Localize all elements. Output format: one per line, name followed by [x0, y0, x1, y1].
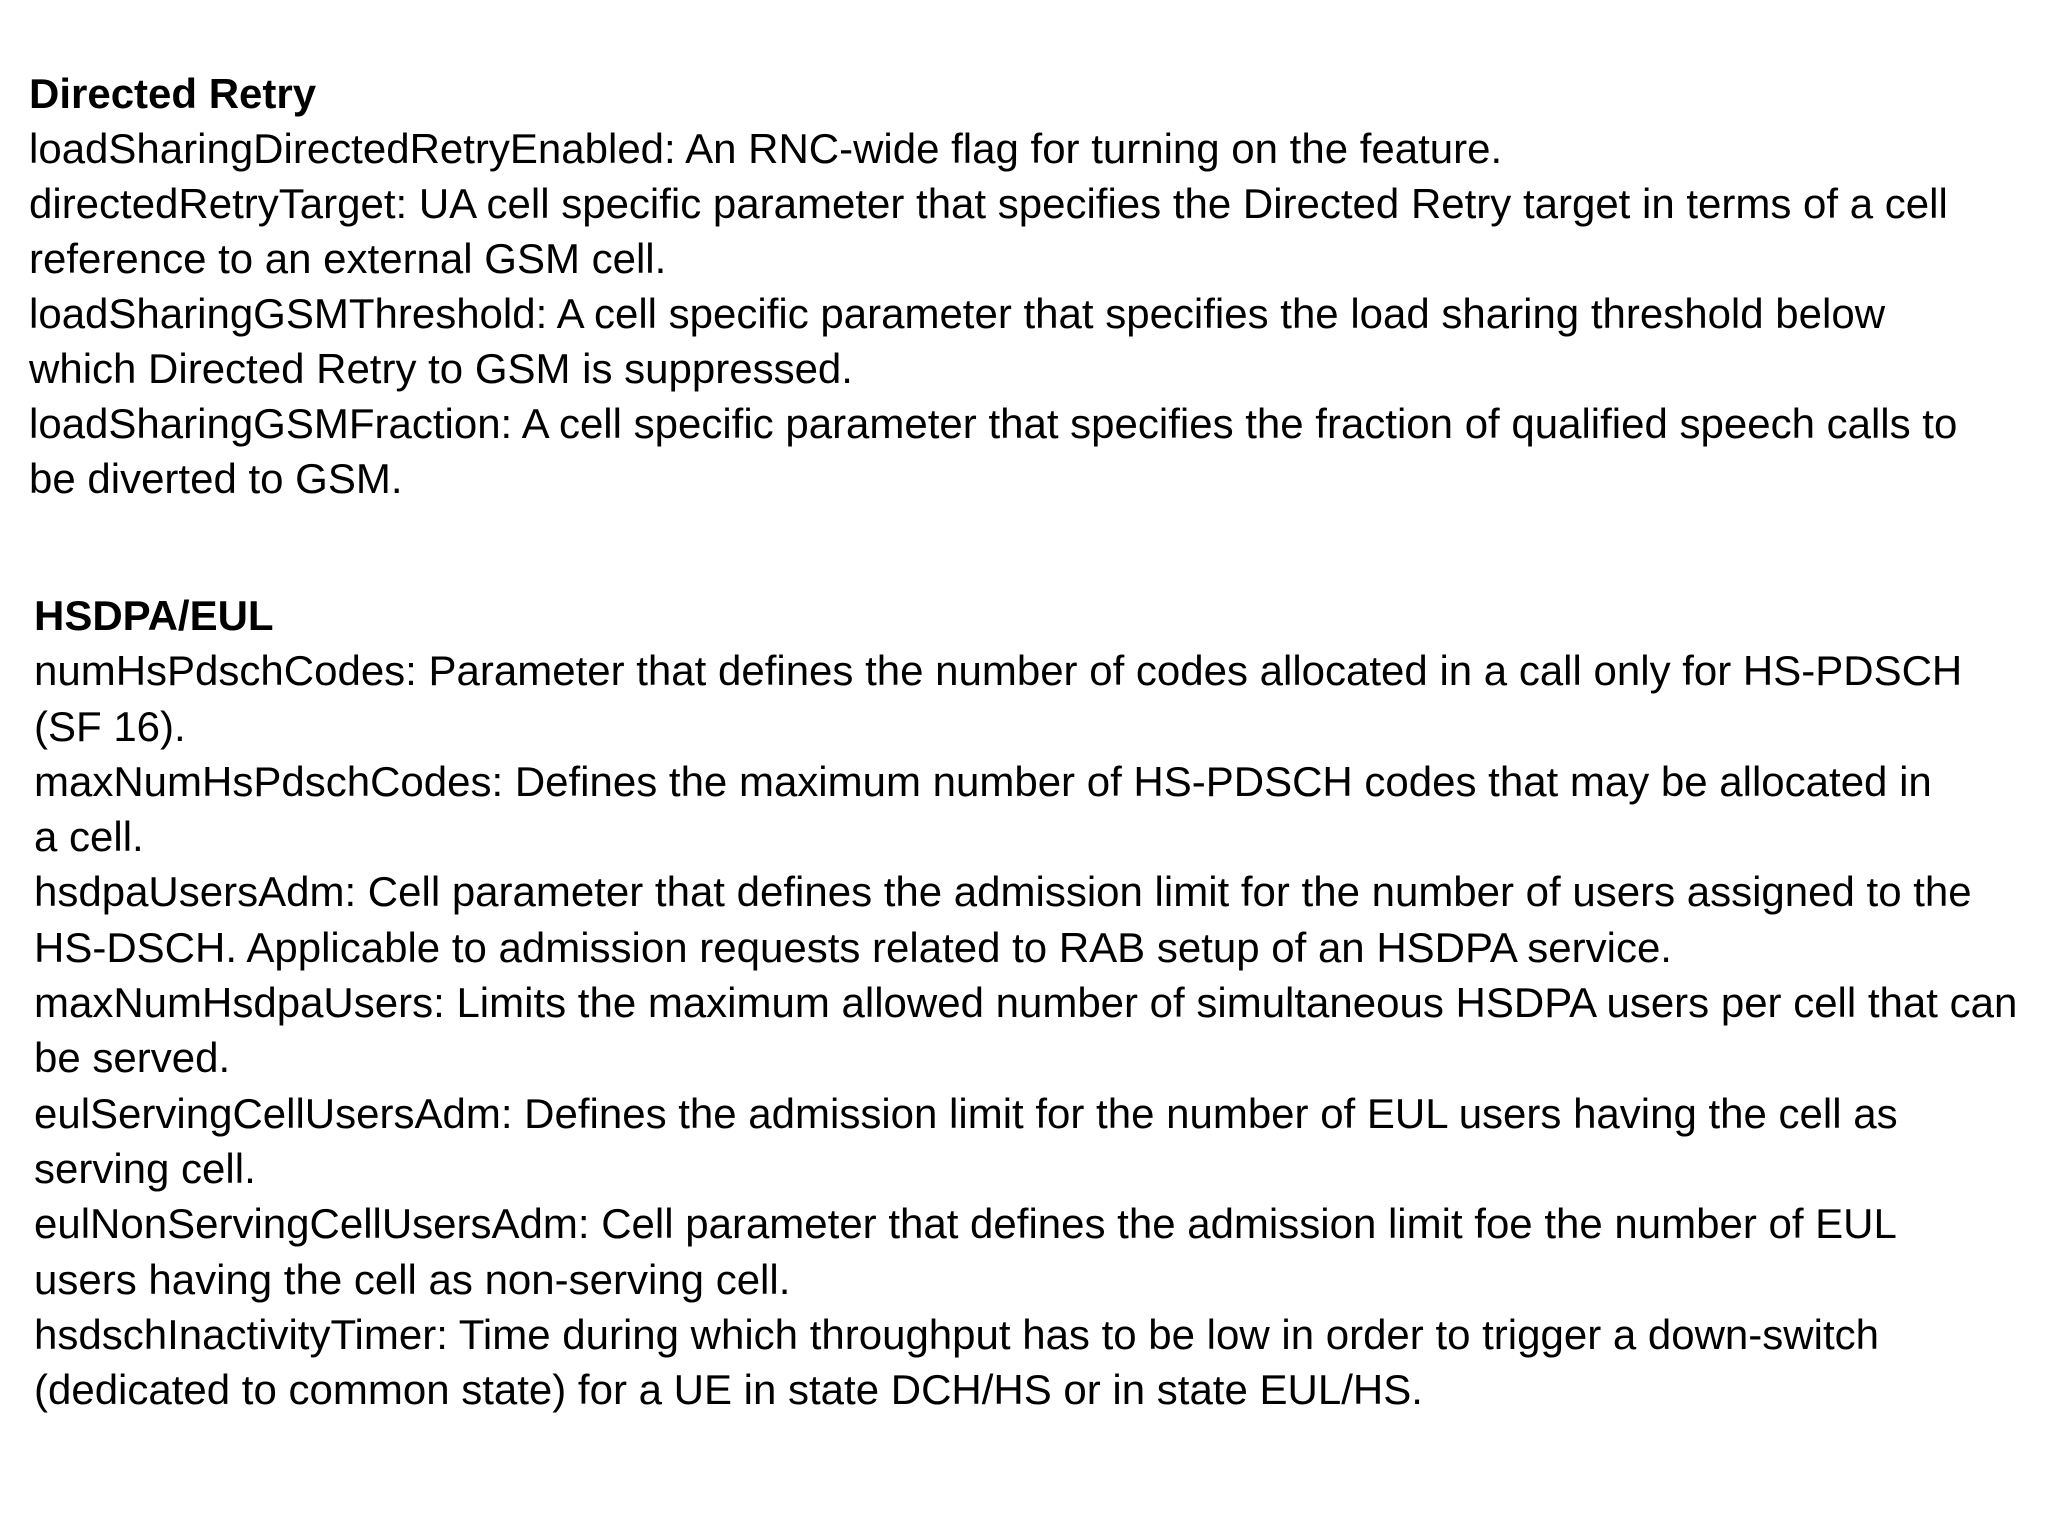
parameter-entry: hsdschInactivityTimer: Time during which throughput has to be low in order to trigger a down-switch (dedicated to common state) for a UE in state DCH/HS or in state EUL/HS. — [34, 1310, 1879, 1414]
parameter-entry: hsdpaUsersAdm: Cell parameter that defines the admission limit for the number of users assigned to the HS-DSCH. Applicable to admission requests related to RAB setup of an HSDPA service. — [34, 868, 1972, 971]
section-heading: HSDPA/EUL — [34, 592, 274, 639]
parameter-entry: maxNumHsPdschCodes: Defines the maximum number of HS-PDSCH codes that may be allocated in a cell. — [34, 757, 1932, 861]
parameter-entry: eulServingCellUsersAdm: Defines the admission limit for the number of EUL users having the cell as serving cell. — [34, 1089, 1898, 1192]
parameter-entry: directedRetryTarget: UA cell specific parameter that specifies the Directed Retry target in terms of a cell reference to an external GSM cell. — [29, 180, 1948, 282]
parameter-entry: loadSharingGSMThreshold: A cell specific parameter that specifies the load sharing threshold below which Directed Retry to GSM is suppressed. — [29, 290, 1886, 392]
section-heading: Directed Retry — [29, 70, 317, 117]
parameter-entry: maxNumHsdpaUsers: Limits the maximum allowed number of simultaneous HSDPA users per cell that can be served. — [34, 979, 2018, 1082]
parameter-entry: loadSharingDirectedRetryEnabled: An RNC-wide flag for turning on the feature. — [29, 125, 1503, 172]
parameter-entry: loadSharingGSMFraction: A cell specific parameter that specifies the fraction of qualified speech calls to be diverted to GSM. — [29, 400, 1958, 502]
parameter-entry: eulNonServingCellUsersAdm: Cell parameter that defines the admission limit foe the number of EUL users having the cell as non-serving cell. — [34, 1200, 1896, 1303]
section-directed-retry — [29, 66, 2019, 506]
section-hsdpa-eul — [34, 588, 2024, 1417]
parameter-entry: numHsPdschCodes: Parameter that defines the number of codes allocated in a call only for HS-PDSCH (SF 16). — [34, 647, 1963, 750]
